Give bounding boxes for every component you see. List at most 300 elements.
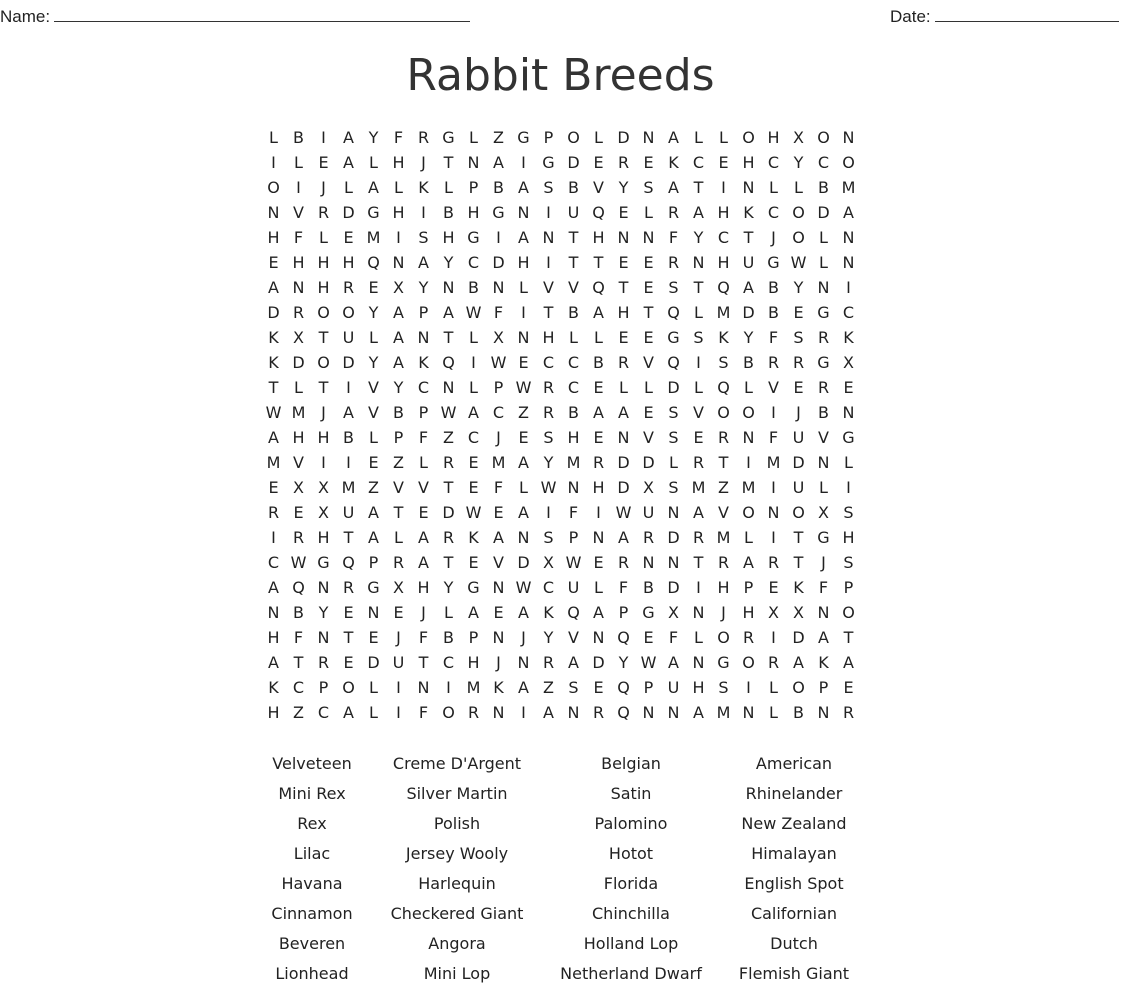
grid-letter[interactable]: D (817, 203, 830, 222)
grid-letter[interactable]: L (594, 578, 603, 597)
grid-letter[interactable]: O (742, 503, 755, 522)
grid-letter[interactable]: T (568, 253, 579, 272)
grid-letter[interactable]: B (593, 353, 604, 372)
grid-letter[interactable]: T (343, 628, 354, 647)
grid-letter[interactable]: H (317, 253, 330, 272)
grid-letter[interactable]: N (842, 228, 855, 247)
grid-letter[interactable]: Y (793, 153, 804, 172)
grid-letter[interactable]: N (642, 128, 655, 147)
grid-letter[interactable]: O (717, 403, 730, 422)
grid-letter[interactable]: E (268, 478, 279, 497)
grid-letter[interactable]: W (565, 553, 582, 572)
grid-letter[interactable]: I (546, 203, 551, 222)
grid-letter[interactable]: L (419, 453, 428, 472)
grid-letter[interactable]: T (443, 553, 454, 572)
grid-letter[interactable]: N (567, 703, 580, 722)
grid-letter[interactable]: I (321, 128, 326, 147)
grid-letter[interactable]: M (716, 303, 731, 322)
grid-letter[interactable]: J (821, 553, 826, 572)
grid-letter[interactable]: L (519, 478, 528, 497)
grid-letter[interactable]: R (542, 653, 555, 672)
grid-letter[interactable]: G (367, 578, 380, 597)
grid-letter[interactable]: Y (618, 653, 629, 672)
grid-letter[interactable]: M (741, 478, 756, 497)
grid-letter[interactable]: A (368, 503, 379, 522)
grid-letter[interactable]: H (317, 528, 330, 547)
grid-letter[interactable]: N (742, 428, 755, 447)
grid-letter[interactable]: M (266, 453, 281, 472)
grid-letter[interactable]: R (542, 378, 555, 397)
grid-letter[interactable]: A (518, 178, 529, 197)
grid-letter[interactable]: K (268, 353, 279, 372)
grid-letter[interactable]: R (817, 328, 830, 347)
grid-letter[interactable]: A (618, 403, 629, 422)
grid-letter[interactable]: U (642, 503, 655, 522)
grid-letter[interactable]: P (568, 528, 579, 547)
grid-letter[interactable]: K (818, 653, 829, 672)
grid-letter[interactable]: Z (493, 128, 504, 147)
grid-letter[interactable]: L (769, 178, 778, 197)
grid-letter[interactable]: A (668, 128, 679, 147)
grid-letter[interactable]: R (617, 553, 630, 572)
grid-letter[interactable]: X (543, 553, 554, 572)
grid-letter[interactable]: E (843, 378, 854, 397)
grid-letter[interactable]: A (593, 403, 604, 422)
grid-letter[interactable]: H (767, 128, 780, 147)
grid-letter[interactable]: F (293, 628, 304, 647)
grid-letter[interactable]: N (492, 278, 505, 297)
grid-letter[interactable]: N (367, 603, 380, 622)
grid-letter[interactable]: L (394, 528, 403, 547)
grid-letter[interactable]: R (317, 653, 330, 672)
grid-letter[interactable]: C (692, 153, 705, 172)
grid-letter[interactable]: A (393, 353, 404, 372)
grid-letter[interactable]: L (369, 153, 378, 172)
grid-letter[interactable]: X (668, 603, 679, 622)
grid-letter[interactable]: X (768, 603, 779, 622)
grid-letter[interactable]: L (369, 678, 378, 697)
grid-letter[interactable]: L (694, 303, 703, 322)
grid-letter[interactable]: A (668, 178, 679, 197)
grid-letter[interactable]: R (442, 453, 455, 472)
grid-letter[interactable]: E (343, 228, 354, 247)
grid-letter[interactable]: I (321, 453, 326, 472)
grid-letter[interactable]: I (396, 678, 401, 697)
grid-letter[interactable]: D (292, 353, 305, 372)
grid-letter[interactable]: V (643, 353, 654, 372)
grid-letter[interactable]: C (567, 378, 580, 397)
grid-letter[interactable]: F (618, 578, 629, 597)
grid-letter[interactable]: A (418, 528, 429, 547)
grid-letter[interactable]: T (268, 378, 279, 397)
grid-letter[interactable]: K (793, 578, 804, 597)
grid-letter[interactable]: A (468, 403, 479, 422)
grid-letter[interactable]: N (517, 528, 530, 547)
grid-letter[interactable]: V (568, 278, 579, 297)
grid-letter[interactable]: R (392, 553, 405, 572)
grid-letter[interactable]: A (618, 528, 629, 547)
grid-letter[interactable]: N (567, 478, 580, 497)
grid-letter[interactable]: A (693, 503, 704, 522)
grid-letter[interactable]: H (717, 203, 730, 222)
grid-letter[interactable]: V (493, 553, 504, 572)
grid-letter[interactable]: P (368, 553, 379, 572)
grid-letter[interactable]: A (368, 178, 379, 197)
grid-letter[interactable]: E (593, 153, 604, 172)
grid-letter[interactable]: R (817, 378, 830, 397)
grid-letter[interactable]: T (718, 453, 729, 472)
grid-letter[interactable]: E (468, 478, 479, 497)
grid-letter[interactable]: P (418, 303, 429, 322)
grid-letter[interactable]: R (342, 578, 355, 597)
grid-letter[interactable]: N (767, 503, 780, 522)
grid-letter[interactable]: T (293, 653, 304, 672)
grid-letter[interactable]: I (421, 203, 426, 222)
grid-letter[interactable]: A (693, 703, 704, 722)
grid-letter[interactable]: W (465, 303, 482, 322)
grid-letter[interactable]: N (267, 203, 280, 222)
grid-letter[interactable]: M (716, 703, 731, 722)
grid-letter[interactable]: B (343, 428, 354, 447)
grid-letter[interactable]: E (768, 578, 779, 597)
grid-letter[interactable]: N (592, 528, 605, 547)
grid-letter[interactable]: T (793, 528, 804, 547)
grid-letter[interactable]: Z (293, 703, 304, 722)
grid-letter[interactable]: E (618, 328, 629, 347)
grid-letter[interactable]: C (542, 578, 555, 597)
grid-letter[interactable]: G (317, 553, 330, 572)
grid-letter[interactable]: Q (617, 703, 630, 722)
grid-letter[interactable]: L (269, 128, 278, 147)
grid-letter[interactable]: F (768, 428, 779, 447)
grid-letter[interactable]: U (792, 428, 805, 447)
grid-letter[interactable]: V (543, 278, 554, 297)
grid-letter[interactable]: C (467, 428, 480, 447)
grid-letter[interactable]: D (492, 253, 505, 272)
grid-letter[interactable]: S (668, 403, 679, 422)
grid-letter[interactable]: X (643, 478, 654, 497)
grid-letter[interactable]: A (343, 403, 354, 422)
grid-letter[interactable]: S (843, 553, 854, 572)
grid-letter[interactable]: L (319, 228, 328, 247)
grid-letter[interactable]: B (793, 703, 804, 722)
grid-letter[interactable]: S (843, 503, 854, 522)
grid-letter[interactable]: L (844, 453, 853, 472)
grid-letter[interactable]: E (593, 378, 604, 397)
grid-letter[interactable]: V (693, 403, 704, 422)
grid-letter[interactable]: N (417, 678, 430, 697)
grid-letter[interactable]: B (493, 178, 504, 197)
grid-letter[interactable]: Y (393, 378, 404, 397)
grid-letter[interactable]: Y (418, 278, 429, 297)
grid-letter[interactable]: W (490, 353, 507, 372)
grid-letter[interactable]: I (271, 153, 276, 172)
grid-letter[interactable]: G (467, 228, 480, 247)
grid-letter[interactable]: U (742, 253, 755, 272)
grid-letter[interactable]: C (542, 353, 555, 372)
grid-letter[interactable]: I (446, 678, 451, 697)
grid-letter[interactable]: G (817, 303, 830, 322)
grid-letter[interactable]: B (768, 303, 779, 322)
grid-letter[interactable]: D (617, 478, 630, 497)
grid-letter[interactable]: A (343, 153, 354, 172)
grid-letter[interactable]: E (593, 553, 604, 572)
grid-letter[interactable]: M (566, 453, 581, 472)
grid-letter[interactable]: C (492, 403, 505, 422)
grid-letter[interactable]: A (268, 428, 279, 447)
grid-letter[interactable]: O (317, 303, 330, 322)
grid-letter[interactable]: B (568, 178, 579, 197)
grid-letter[interactable]: L (694, 128, 703, 147)
grid-letter[interactable]: Y (543, 628, 554, 647)
grid-letter[interactable]: F (768, 328, 779, 347)
grid-letter[interactable]: A (568, 653, 579, 672)
grid-letter[interactable]: O (567, 128, 580, 147)
grid-letter[interactable]: Y (618, 178, 629, 197)
grid-letter[interactable]: W (290, 553, 307, 572)
grid-letter[interactable]: A (268, 578, 279, 597)
grid-letter[interactable]: H (292, 428, 305, 447)
grid-letter[interactable]: R (592, 703, 605, 722)
grid-letter[interactable]: A (493, 528, 504, 547)
grid-letter[interactable]: D (617, 128, 630, 147)
grid-letter[interactable]: K (668, 153, 679, 172)
grid-letter[interactable]: S (418, 228, 429, 247)
grid-letter[interactable]: T (318, 378, 329, 397)
grid-letter[interactable]: V (293, 203, 304, 222)
grid-letter[interactable]: D (517, 553, 530, 572)
grid-letter[interactable]: V (393, 478, 404, 497)
grid-letter[interactable]: I (771, 403, 776, 422)
grid-letter[interactable]: O (317, 353, 330, 372)
grid-letter[interactable]: V (718, 503, 729, 522)
grid-letter[interactable]: B (293, 603, 304, 622)
grid-letter[interactable]: E (643, 153, 654, 172)
grid-letter[interactable]: S (543, 178, 554, 197)
grid-letter[interactable]: T (568, 228, 579, 247)
grid-letter[interactable]: A (543, 703, 554, 722)
grid-letter[interactable]: S (668, 478, 679, 497)
grid-letter[interactable]: K (743, 203, 754, 222)
grid-letter[interactable]: P (468, 178, 479, 197)
grid-letter[interactable]: E (518, 353, 529, 372)
grid-letter[interactable]: Y (368, 128, 379, 147)
grid-letter[interactable]: H (742, 153, 755, 172)
grid-letter[interactable]: N (692, 603, 705, 622)
grid-letter[interactable]: Q (342, 553, 355, 572)
grid-letter[interactable]: J (721, 603, 726, 622)
grid-letter[interactable]: U (567, 203, 580, 222)
name-field[interactable] (0, 3, 470, 27)
grid-letter[interactable]: N (492, 578, 505, 597)
grid-letter[interactable]: L (294, 378, 303, 397)
grid-letter[interactable]: A (468, 603, 479, 622)
grid-letter[interactable]: D (367, 653, 380, 672)
grid-letter[interactable]: D (642, 453, 655, 472)
grid-letter[interactable]: V (368, 403, 379, 422)
grid-letter[interactable]: L (669, 453, 678, 472)
grid-letter[interactable]: E (493, 603, 504, 622)
grid-letter[interactable]: F (418, 428, 429, 447)
grid-letter[interactable]: L (819, 253, 828, 272)
grid-letter[interactable]: H (292, 253, 305, 272)
grid-letter[interactable]: J (421, 153, 426, 172)
grid-letter[interactable]: S (718, 678, 729, 697)
grid-letter[interactable]: N (667, 503, 680, 522)
grid-letter[interactable]: R (767, 353, 780, 372)
grid-letter[interactable]: X (843, 353, 854, 372)
grid-letter[interactable]: M (691, 478, 706, 497)
grid-letter[interactable]: K (418, 353, 429, 372)
grid-letter[interactable]: R (267, 503, 280, 522)
grid-letter[interactable]: N (667, 553, 680, 572)
grid-letter[interactable]: I (521, 153, 526, 172)
grid-letter[interactable]: W (440, 403, 457, 422)
grid-letter[interactable]: N (442, 278, 455, 297)
grid-letter[interactable]: J (321, 403, 326, 422)
grid-letter[interactable]: X (318, 503, 329, 522)
grid-letter[interactable]: C (767, 203, 780, 222)
grid-letter[interactable]: G (367, 203, 380, 222)
grid-letter[interactable]: S (568, 678, 579, 697)
date-field[interactable] (890, 3, 1119, 27)
grid-letter[interactable]: X (293, 328, 304, 347)
grid-letter[interactable]: K (268, 678, 279, 697)
grid-letter[interactable]: L (344, 178, 353, 197)
grid-letter[interactable]: C (317, 703, 330, 722)
grid-letter[interactable]: N (842, 403, 855, 422)
grid-letter[interactable]: I (771, 528, 776, 547)
grid-letter[interactable]: D (442, 503, 455, 522)
grid-letter[interactable]: G (767, 253, 780, 272)
grid-letter[interactable]: T (693, 178, 704, 197)
grid-letter[interactable]: H (717, 253, 730, 272)
grid-letter[interactable]: F (668, 628, 679, 647)
grid-letter[interactable]: Y (443, 253, 454, 272)
grid-letter[interactable]: E (368, 453, 379, 472)
grid-letter[interactable]: L (694, 628, 703, 647)
grid-letter[interactable]: N (817, 453, 830, 472)
grid-letter[interactable]: C (267, 553, 280, 572)
grid-letter[interactable]: J (496, 428, 501, 447)
grid-letter[interactable]: I (346, 453, 351, 472)
grid-letter[interactable]: H (542, 328, 555, 347)
grid-letter[interactable]: L (469, 328, 478, 347)
grid-letter[interactable]: N (642, 228, 655, 247)
grid-letter[interactable]: G (467, 578, 480, 597)
grid-letter[interactable]: A (393, 328, 404, 347)
grid-letter[interactable]: I (521, 703, 526, 722)
grid-letter[interactable]: F (818, 578, 829, 597)
grid-letter[interactable]: A (693, 203, 704, 222)
grid-letter[interactable]: G (667, 328, 680, 347)
grid-letter[interactable]: H (442, 228, 455, 247)
grid-letter[interactable]: R (767, 553, 780, 572)
grid-letter[interactable]: Q (367, 253, 380, 272)
grid-letter[interactable]: A (818, 628, 829, 647)
grid-letter[interactable]: N (642, 703, 655, 722)
grid-letter[interactable]: A (268, 653, 279, 672)
grid-letter[interactable]: O (792, 203, 805, 222)
grid-letter[interactable]: W (465, 503, 482, 522)
grid-letter[interactable]: L (694, 378, 703, 397)
grid-letter[interactable]: F (393, 128, 404, 147)
grid-letter[interactable]: B (768, 278, 779, 297)
grid-letter[interactable]: N (592, 628, 605, 647)
grid-letter[interactable]: T (743, 228, 754, 247)
grid-letter[interactable]: D (567, 153, 580, 172)
grid-letter[interactable]: H (267, 228, 280, 247)
grid-letter[interactable]: M (341, 478, 356, 497)
grid-letter[interactable]: J (321, 178, 326, 197)
grid-letter[interactable]: L (644, 203, 653, 222)
grid-letter[interactable]: D (667, 578, 680, 597)
grid-letter[interactable]: E (293, 503, 304, 522)
grid-letter[interactable]: V (768, 378, 779, 397)
grid-letter[interactable]: K (468, 528, 479, 547)
grid-letter[interactable]: H (267, 628, 280, 647)
grid-letter[interactable]: A (518, 228, 529, 247)
grid-letter[interactable]: L (644, 378, 653, 397)
grid-letter[interactable]: T (593, 253, 604, 272)
grid-letter[interactable]: H (717, 578, 730, 597)
grid-letter[interactable]: K (493, 678, 504, 697)
grid-letter[interactable]: B (568, 403, 579, 422)
grid-letter[interactable]: O (742, 653, 755, 672)
grid-letter[interactable]: A (518, 503, 529, 522)
grid-letter[interactable]: E (318, 153, 329, 172)
grid-letter[interactable]: C (567, 353, 580, 372)
grid-letter[interactable]: W (540, 478, 557, 497)
grid-letter[interactable]: N (267, 603, 280, 622)
grid-letter[interactable]: Q (667, 303, 680, 322)
grid-letter[interactable]: E (343, 653, 354, 672)
grid-letter[interactable]: Y (793, 278, 804, 297)
grid-letter[interactable]: N (492, 628, 505, 647)
grid-letter[interactable]: P (843, 578, 854, 597)
grid-letter[interactable]: L (744, 528, 753, 547)
grid-letter[interactable]: E (518, 428, 529, 447)
grid-letter[interactable]: O (742, 403, 755, 422)
grid-letter[interactable]: L (819, 478, 828, 497)
grid-letter[interactable]: Q (667, 353, 680, 372)
grid-letter[interactable]: I (471, 353, 476, 372)
grid-letter[interactable]: Q (567, 603, 580, 622)
grid-letter[interactable]: N (442, 378, 455, 397)
grid-letter[interactable]: F (293, 228, 304, 247)
grid-letter[interactable]: R (667, 203, 680, 222)
grid-letter[interactable]: E (418, 503, 429, 522)
grid-letter[interactable]: N (317, 578, 330, 597)
grid-letter[interactable]: I (396, 703, 401, 722)
grid-letter[interactable]: R (292, 303, 305, 322)
grid-letter[interactable]: S (693, 328, 704, 347)
grid-letter[interactable]: O (267, 178, 280, 197)
grid-letter[interactable]: J (396, 628, 401, 647)
grid-letter[interactable]: E (643, 253, 654, 272)
grid-letter[interactable]: I (396, 228, 401, 247)
grid-letter[interactable]: L (394, 178, 403, 197)
grid-letter[interactable]: N (617, 228, 630, 247)
grid-letter[interactable]: Y (543, 453, 554, 472)
grid-letter[interactable]: R (717, 553, 730, 572)
grid-letter[interactable]: I (771, 478, 776, 497)
grid-letter[interactable]: P (393, 428, 404, 447)
grid-letter[interactable]: X (818, 503, 829, 522)
grid-letter[interactable]: V (593, 178, 604, 197)
date-blank-line[interactable] (935, 3, 1119, 22)
grid-letter[interactable]: A (843, 653, 854, 672)
